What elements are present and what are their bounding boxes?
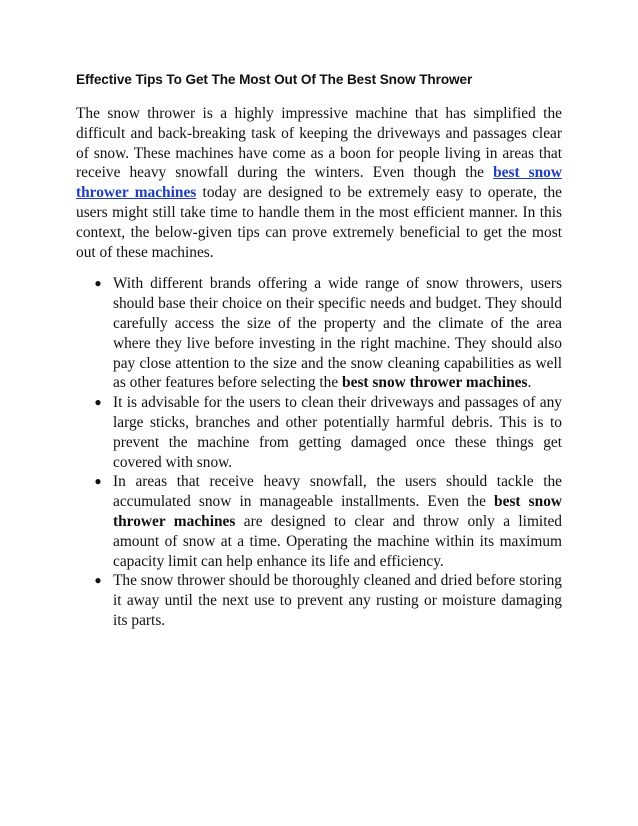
tip-text: With different brands offering a wide range of snow throwers, users should base their choice on their specific needs and budget. They should carefully access the size of the property and the climate of the area where they live before investing in the right machine. They should also pay close attention to the size and the snow cleaning capabilities as well as other features before selecting the xyxy=(113,275,562,392)
tip-bold-phrase: best snow thrower machines xyxy=(342,374,528,392)
list-item xyxy=(76,393,562,472)
tips-list xyxy=(76,274,562,630)
tip-text: The snow thrower should be thoroughly cleaned and dried before storing it away until the next use to prevent any rusting or moisture damaging its parts. xyxy=(113,572,562,629)
bullet-icon: ● xyxy=(94,276,102,291)
tip-text-after: . xyxy=(527,374,532,392)
list-item xyxy=(76,274,562,393)
tip-text-after: are designed to clear and throw only a limited amount of snow at a time. Operating the machine within its maximum capacity limit can help enhance its life and efficiency. xyxy=(113,512,563,570)
list-item xyxy=(76,571,562,630)
tip-text: In areas that receive heavy snowfall, the users should tackle the accumulated snow in manageable installments. Even the xyxy=(113,473,562,511)
intro-text-part1: The snow thrower is a highly impressive machine that has simplified the difficult and back-breaking task of keeping the driveways and passages clear of snow. These machines have come as a boon for people living in areas that receive heavy snowfall during the winters. Even though the xyxy=(76,105,562,182)
list-item xyxy=(76,472,562,571)
intro-text-part2: today are designed to be extremely easy to operate, the users might still take time to handle them in the most efficient manner. In this context, the below-given tips can prove extremely beneficial to get the most out of these machines. xyxy=(76,184,563,261)
intro-paragraph xyxy=(76,104,562,262)
document-title: Effective Tips To Get The Most Out Of The Best Snow Thrower xyxy=(76,72,473,87)
bullet-icon: ● xyxy=(94,573,102,588)
tip-text: It is advisable for the users to clean their driveways and passages of any large sticks, branches and other potentially harmful debris. This is to prevent the machine from getting damaged once these things get covered with snow. xyxy=(113,394,562,471)
bullet-icon: ● xyxy=(94,474,102,489)
bullet-icon: ● xyxy=(94,395,102,410)
tip-bold-phrase: best snow thrower machines xyxy=(113,493,563,530)
document-page xyxy=(76,70,562,631)
best-snow-thrower-link[interactable]: best snow thrower machines xyxy=(76,164,562,202)
